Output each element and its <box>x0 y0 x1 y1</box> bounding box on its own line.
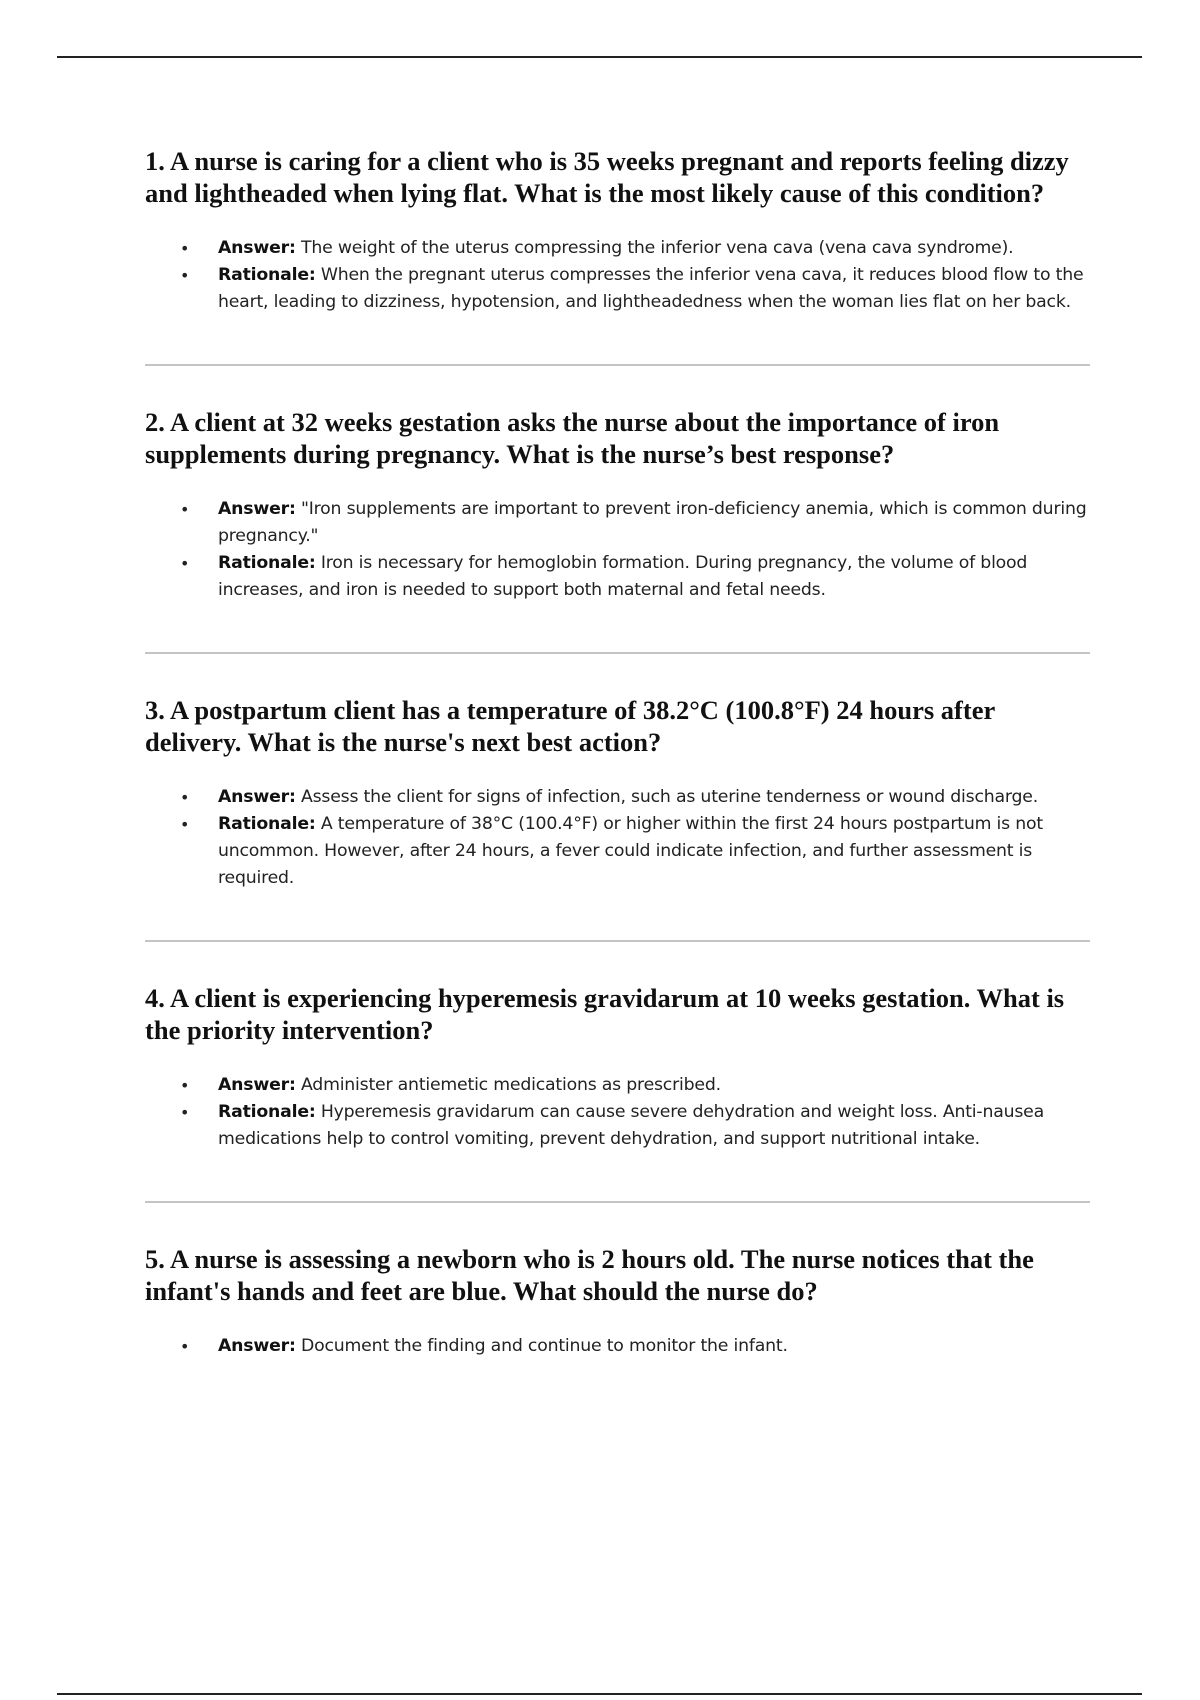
question-2-points <box>145 496 1090 604</box>
rationale-item <box>145 1099 1090 1153</box>
answer-item <box>145 1333 1090 1360</box>
question-block-2 <box>145 406 1090 604</box>
bullet-icon: • <box>180 239 190 258</box>
rationale-label: Rationale: <box>218 553 316 573</box>
answer-label: Answer: <box>218 1336 296 1356</box>
page-bottom-rule <box>57 1693 1142 1695</box>
answer-item <box>145 784 1090 811</box>
bullet-icon: • <box>180 554 190 573</box>
bullet-icon: • <box>180 1103 190 1122</box>
question-4-text: 4. A client is experiencing hyperemesis gravidarum at 10 weeks gestation. What is the priority intervention? <box>145 983 1065 1045</box>
answer-text: Assess the client for signs of infection, such as uterine tenderness or wound discharge. <box>300 787 1038 807</box>
rationale-label: Rationale: <box>218 1102 316 1122</box>
answer-text: Administer antiemetic medications as prescribed. <box>300 1075 721 1095</box>
answer-text: Document the finding and continue to monitor the infant. <box>300 1336 788 1356</box>
bullet-icon: • <box>180 266 190 285</box>
answer-text: "Iron supplements are important to prevent iron-deficiency anemia, which is common during pregnancy." <box>218 499 1087 546</box>
page-top-rule <box>57 56 1142 58</box>
question-block-5 <box>145 1243 1090 1360</box>
question-2-text: 2. A client at 32 weeks gestation asks the nurse about the importance of iron supplements during pregnancy. What is the nurse’s best response? <box>145 407 1000 469</box>
answer-label: Answer: <box>218 1075 296 1095</box>
answer-item <box>145 496 1090 550</box>
bullet-icon: • <box>180 500 190 519</box>
document-body <box>145 145 1090 1360</box>
question-block-4 <box>145 982 1090 1153</box>
answer-label: Answer: <box>218 787 296 807</box>
question-4-points <box>145 1072 1090 1153</box>
question-3-points <box>145 784 1090 892</box>
question-block-3 <box>145 694 1090 892</box>
rationale-item <box>145 262 1090 316</box>
rationale-label: Rationale: <box>218 265 316 285</box>
answer-item <box>145 235 1090 262</box>
bullet-icon: • <box>180 815 190 834</box>
answer-text: The weight of the uterus compressing the inferior vena cava (vena cava syndrome). <box>300 238 1014 258</box>
question-1-points <box>145 235 1090 316</box>
bullet-icon: • <box>180 788 190 807</box>
question-5-points <box>145 1333 1090 1360</box>
answer-label: Answer: <box>218 238 296 258</box>
answer-item <box>145 1072 1090 1099</box>
rationale-text: Iron is necessary for hemoglobin formation. During pregnancy, the volume of blood increases, and iron is needed to support both maternal and fetal needs. <box>218 553 1028 600</box>
rationale-label: Rationale: <box>218 814 316 834</box>
rationale-text: When the pregnant uterus compresses the inferior vena cava, it reduces blood flow to the heart, leading to dizziness, hypotension, and lightheadedness when the woman lies flat on her back. <box>218 265 1084 312</box>
rationale-item <box>145 811 1090 892</box>
question-3-text: 3. A postpartum client has a temperature of 38.2°C (100.8°F) 24 hours after delivery. What is the nurse's next best action? <box>145 695 995 757</box>
answer-label: Answer: <box>218 499 296 519</box>
rationale-item <box>145 550 1090 604</box>
bullet-icon: • <box>180 1337 190 1356</box>
bullet-icon: • <box>180 1076 190 1095</box>
rationale-text: Hyperemesis gravidarum can cause severe dehydration and weight loss. Anti-nausea medications help to control vomiting, prevent dehydration, and support nutritional intake. <box>218 1102 1044 1149</box>
question-5-text: 5. A nurse is assessing a newborn who is 2 hours old. The nurse notices that the infant's hands and feet are blue. What should the nurse do? <box>145 1244 1034 1306</box>
question-1-text: 1. A nurse is caring for a client who is 35 weeks pregnant and reports feeling dizzy and lightheaded when lying flat. What is the most likely cause of this condition? <box>145 146 1069 208</box>
rationale-text: A temperature of 38°C (100.4°F) or higher within the first 24 hours postpartum is not uncommon. However, after 24 hours, a fever could indicate infection, and further assessment is required. <box>218 814 1043 888</box>
question-block-1 <box>145 145 1090 316</box>
